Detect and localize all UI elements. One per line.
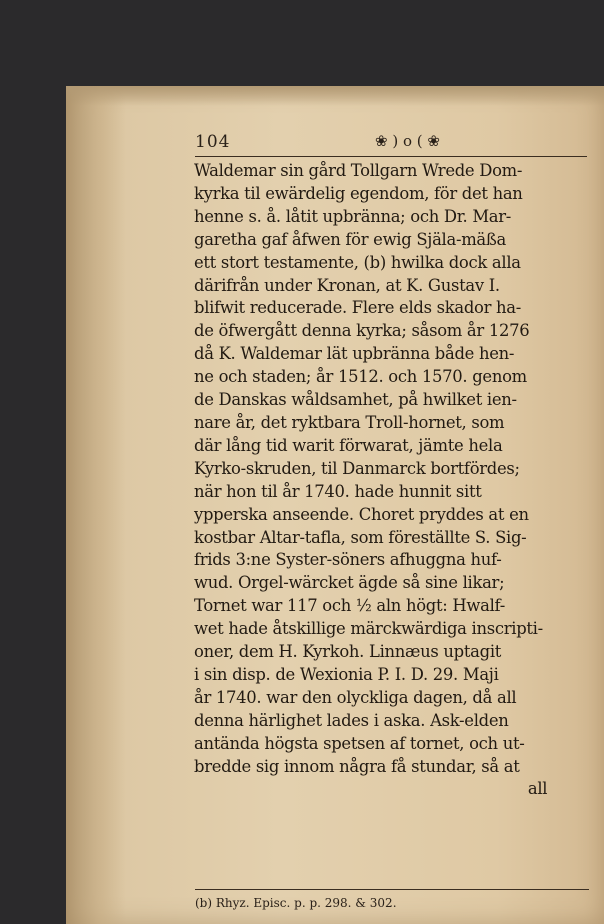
text-line: wet hade åtskillige märckwärdiga inscripti- bbox=[194, 619, 543, 639]
running-head-ornament: ❀ ) o ( ❀ bbox=[375, 132, 440, 150]
page-gutter-shadow bbox=[66, 86, 126, 924]
text-line: antända högsta spetsen af tornet, och ut- bbox=[194, 733, 525, 753]
text-line: Tornet war 117 och ½ aln högt: Hwalf- bbox=[194, 596, 505, 616]
catchword: all bbox=[194, 779, 548, 799]
text-line: denna härlighet lades i aska. Ask-elden bbox=[194, 710, 509, 730]
text-line: de öfwergått denna kyrka; såsom år 1276 bbox=[194, 321, 530, 341]
footnote-rule bbox=[195, 889, 589, 890]
book-page bbox=[66, 86, 604, 924]
text-line: wud. Orgel-wärcket ägde så sine likar; bbox=[194, 573, 505, 593]
text-line: blifwit reducerade. Flere elds skador ha- bbox=[194, 298, 521, 318]
text-line: bredde sig innom några få stundar, så at bbox=[194, 756, 520, 776]
text-line: kostbar Altar-tafla, som föreställte S. Sig- bbox=[194, 527, 527, 547]
header-rule bbox=[195, 156, 587, 157]
text-line: nare år, det ryktbara Troll-hornet, som bbox=[194, 412, 505, 432]
footnote: (b) Rhyz. Episc. p. p. 298. & 302. bbox=[195, 896, 397, 910]
text-line: Waldemar sin gård Tollgarn Wrede Dom- bbox=[194, 161, 523, 180]
text-line: år 1740. war den olyckliga dagen, då all bbox=[194, 687, 517, 707]
text-line: när hon til år 1740. hade hunnit sitt bbox=[194, 481, 482, 501]
text-line: de Danskas wåldsamhet, på hwilket ien- bbox=[194, 390, 517, 410]
text-line: då K. Waldemar lät upbränna både hen- bbox=[194, 344, 515, 364]
text-line: henne s. å. låtit upbränna; och Dr. Mar- bbox=[194, 206, 512, 226]
page-top-edge bbox=[66, 86, 604, 106]
text-line: garetha gaf åfwen för ewig Själa-mäßa bbox=[194, 229, 507, 249]
text-line: ett stort testamente, (b) hwilka dock alla bbox=[194, 252, 521, 272]
page-header bbox=[195, 132, 585, 154]
text-line: där lång tid warit förwarat, jämte hela bbox=[194, 435, 503, 455]
text-line: kyrka til ewärdelig egendom, för det han bbox=[194, 183, 523, 203]
text-line: ypperska anseende. Choret pryddes at en bbox=[194, 504, 529, 524]
text-line: frids 3:ne Syster-söners afhuggna huf- bbox=[194, 550, 502, 570]
text-line: ne och staden; år 1512. och 1570. genom bbox=[194, 367, 527, 387]
text-line: Kyrko-skruden, til Danmarck bortfördes; bbox=[194, 458, 520, 478]
body-text bbox=[194, 160, 589, 801]
text-line: i sin disp. de Wexionia P. I. D. 29. Maji bbox=[194, 664, 499, 684]
text-line: därifrån under Kronan, at K. Gustav I. bbox=[194, 275, 500, 295]
text-line: oner, dem H. Kyrkoh. Linnæus uptagit bbox=[194, 642, 502, 662]
page-number: 104 bbox=[195, 132, 231, 152]
